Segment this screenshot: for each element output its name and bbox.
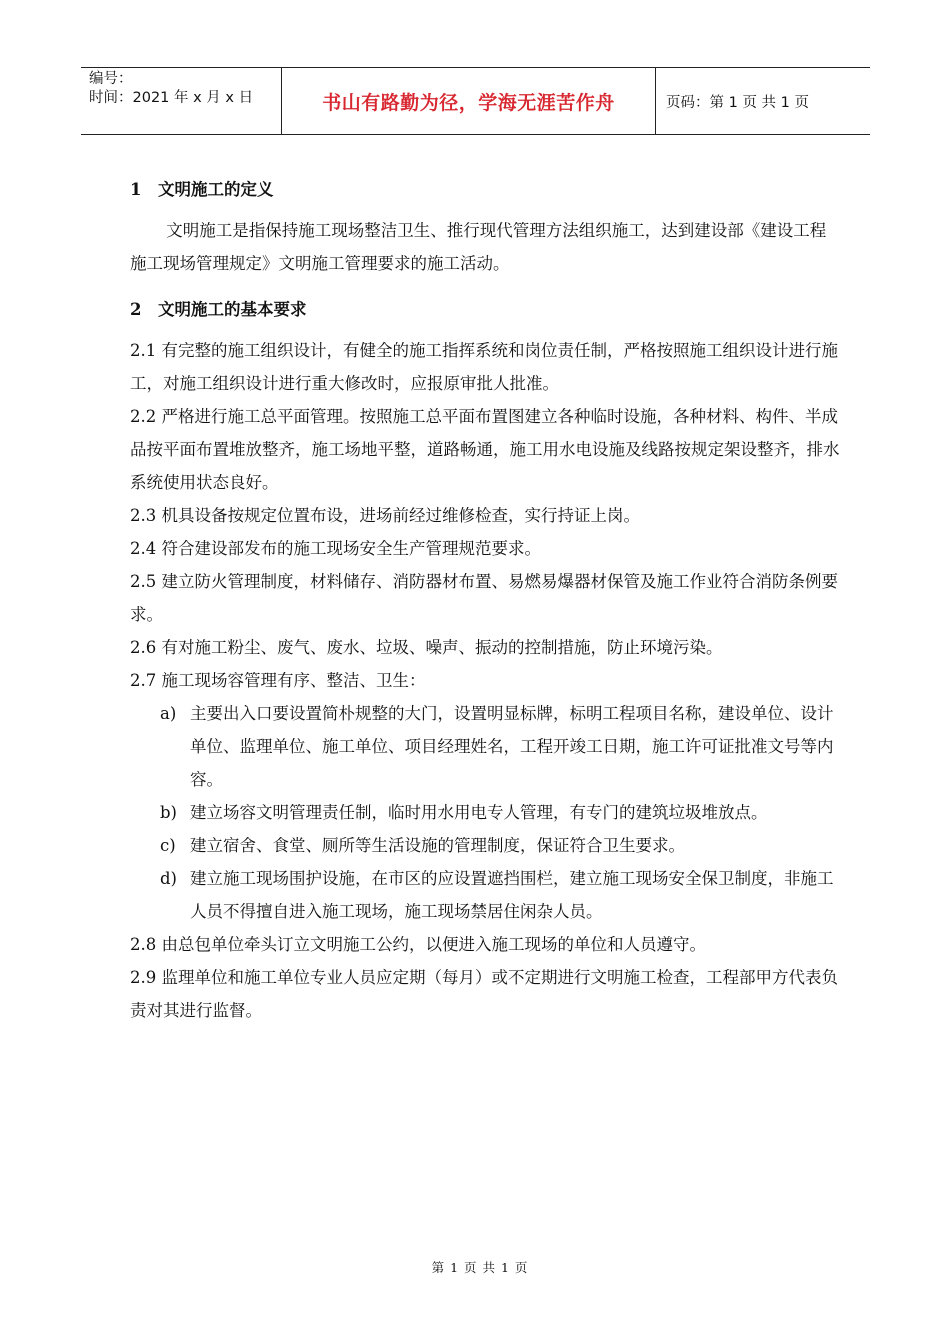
list-item: 2.8 由总包单位牵头订立文明施工公约，以便进入施工现场的单位和人员遵守。 bbox=[130, 935, 706, 954]
list-item: 2.9 监理单位和施工单位专业人员应定期（每月）或不定期进行文明施工检查，工程部甲方代表负责对其进行监督。 bbox=[130, 968, 838, 1020]
number-label: 编号： bbox=[89, 71, 133, 87]
list-item: 2.3 机具设备按规定位置布设，进场前经过维修检查，实行持证上岗。 bbox=[130, 506, 640, 525]
page-footer: 第 1 页 共 1 页 bbox=[431, 1260, 529, 1275]
list-item: 2.7 施工现场容管理有序、整洁、卫生： bbox=[130, 671, 426, 690]
section-title bbox=[130, 292, 840, 328]
section-title-text: 文明施工的基本要求 bbox=[158, 300, 307, 319]
sub-item-mark: b) bbox=[160, 803, 177, 822]
section-title bbox=[130, 172, 840, 208]
page-header bbox=[81, 67, 870, 135]
section-number: 2 bbox=[130, 300, 142, 319]
sub-item bbox=[130, 796, 840, 829]
sub-item bbox=[130, 697, 840, 796]
sub-item-mark: d) bbox=[160, 869, 177, 888]
list-item: 2.1 有完整的施工组织设计，有健全的施工指挥系统和岗位责任制，严格按照施工组织设计进行施工，对施工组织设计进行重大修改时，应报原审批人批准。 bbox=[130, 341, 838, 393]
document-body bbox=[130, 172, 840, 1027]
header-motto: 书山有路勤为径，学海无涯苦作舟 bbox=[281, 68, 656, 134]
section-paragraph: 文明施工是指保持施工现场整洁卫生、推行现代管理方法组织施工，达到建设部《建设工程施工现场管理规定》文明施工管理要求的施工活动。 bbox=[130, 221, 827, 273]
sub-item-text: 主要出入口要设置简朴规整的大门，设置明显标牌，标明工程项目名称，建设单位、设计单位、监理单位、施工单位、项目经理姓名，工程开竣工日期，施工许可证批准文号等内容。 bbox=[190, 704, 834, 789]
section-title-text: 文明施工的定义 bbox=[158, 180, 274, 199]
header-meta bbox=[81, 68, 281, 134]
time-label: 时间：2021 年 x 月 x 日 bbox=[89, 90, 254, 106]
list-item: 2.2 严格进行施工总平面管理。按照施工总平面布置图建立各种临时设施，各种材料、构件、半成品按平面布置堆放整齐，施工场地平整，道路畅通，施工用水电设施及线路按规定架设整齐，排水系统使用状态良好。 bbox=[130, 407, 840, 492]
section-number: 1 bbox=[130, 180, 142, 199]
header-page-info: 页码：第 1 页 共 1 页 bbox=[666, 94, 809, 111]
list-item: 2.6 有对施工粉尘、废气、废水、垃圾、噪声、振动的控制措施，防止环境污染。 bbox=[130, 638, 723, 657]
sub-item-mark: a) bbox=[160, 704, 177, 723]
list-item: 2.5 建立防火管理制度，材料储存、消防器材布置、易燃易爆器材保管及施工作业符合消防条例要求。 bbox=[130, 572, 838, 624]
sub-item bbox=[130, 829, 840, 862]
sub-item-text: 建立施工现场围护设施，在市区的应设置遮挡围栏，建立施工现场安全保卫制度，非施工人员不得擅自进入施工现场，施工现场禁居住闲杂人员。 bbox=[190, 869, 834, 921]
sub-item-mark: c) bbox=[160, 836, 176, 855]
sub-item bbox=[130, 862, 840, 928]
sub-item-text: 建立场容文明管理责任制，临时用水用电专人管理，有专门的建筑垃圾堆放点。 bbox=[190, 803, 768, 822]
sub-item-text: 建立宿舍、食堂、厕所等生活设施的管理制度，保证符合卫生要求。 bbox=[190, 836, 685, 855]
list-item: 2.4 符合建设部发布的施工现场安全生产管理规范要求。 bbox=[130, 539, 541, 558]
